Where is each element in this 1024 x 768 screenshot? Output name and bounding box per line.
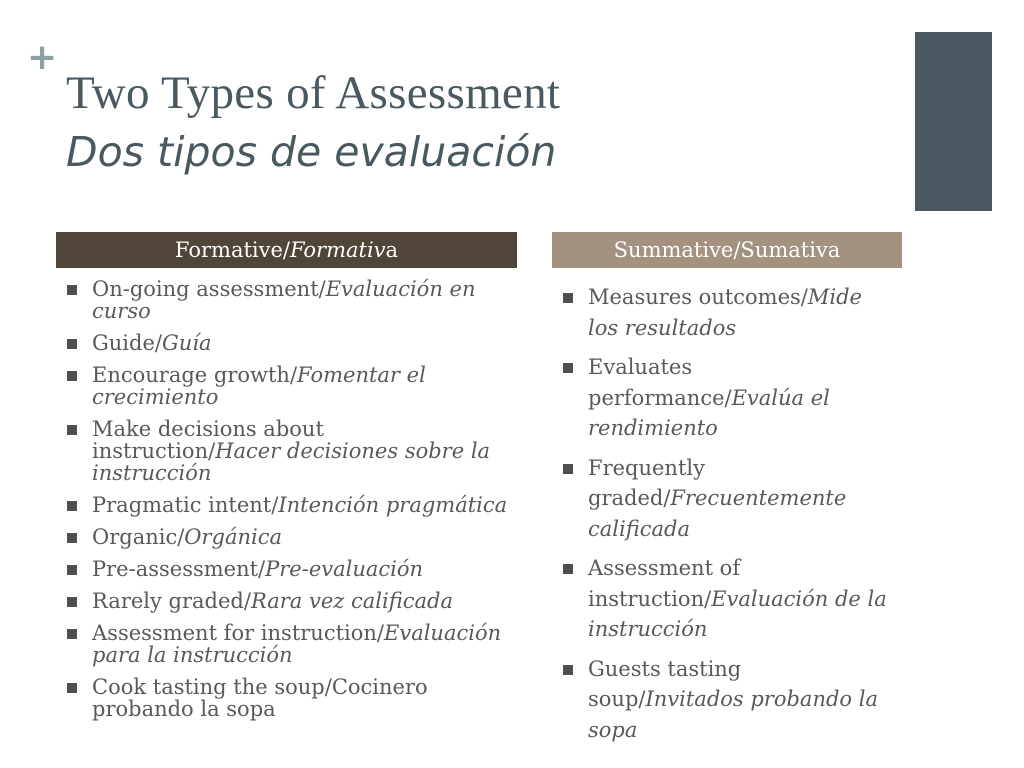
formative-header [56,232,517,268]
formative-header-tail: a [385,238,399,262]
square-bullet-icon [67,425,77,435]
item-es: Evaluación en curso [92,277,476,323]
formative-header-en: Formative/ [174,238,290,262]
item-es: Frecuentemente calificada [588,486,847,541]
item-en: Assessment of instruction/ [588,556,741,611]
square-bullet-icon [563,363,573,373]
item-en: Evaluates performance/ [588,355,732,410]
item-es: Guía [161,331,212,355]
item-es: Intención pragmática [278,493,508,517]
list-item [66,278,516,322]
list-item [562,282,892,343]
item-en: Rarely graded/ [92,589,251,613]
list-item [66,526,516,548]
item-es: Evalúa el rendimiento [588,385,830,440]
item-en: Cook tasting the soup/Cocinero probando la sopa [92,675,428,721]
item-en: Encourage growth/ [92,363,298,387]
item-es: Fomentar el crecimiento [92,363,426,409]
item-en: Guide/ [92,331,162,355]
square-bullet-icon [67,629,77,639]
list-item [66,494,516,516]
square-bullet-icon [563,665,573,675]
summative-list [562,282,892,754]
square-bullet-icon [563,464,573,474]
item-es: Evaluación de la instrucción [588,586,887,641]
item-en: Guests tasting soup/ [588,656,742,711]
item-en: Measures outcomes/ [588,285,808,309]
list-item [66,364,516,408]
item-en: Pragmatic intent/ [92,493,279,517]
formative-header-es: Formativ [289,238,386,262]
item-es: Hacer decisiones sobre la instrucción [92,439,491,485]
title-spanish: Dos tipos de evaluación [66,128,557,176]
square-bullet-icon [67,285,77,295]
list-item [562,352,892,444]
plus-icon: + [27,37,58,78]
summative-header: Summative/Sumativa [552,232,902,268]
square-bullet-icon [67,597,77,607]
item-es: Evaluación para la instrucción [92,621,502,667]
list-item [562,654,892,746]
item-en: On-going assessment/ [92,277,326,301]
list-item [66,558,516,580]
title-english: Two Types of Assessment [66,67,561,119]
square-bullet-icon [67,683,77,693]
item-en: Organic/ [92,525,185,549]
list-item [66,332,516,354]
square-bullet-icon [563,293,573,303]
list-item [66,676,516,720]
square-bullet-icon [67,533,77,543]
slide-title [66,64,560,182]
accent-block [915,32,992,211]
item-es: Rara vez calificada [250,589,453,613]
item-en: Assessment for instruction/ [92,621,384,645]
item-en: Pre-assessment/ [92,557,266,581]
list-item [66,590,516,612]
list-item [562,453,892,545]
item-en: Frequently graded/ [588,455,705,510]
square-bullet-icon [67,565,77,575]
item-en: Make decisions about instruction/ [92,417,324,463]
item-es: Pre-evaluación [265,557,424,581]
item-es: Invitados probando la sopa [588,687,878,742]
list-item [66,622,516,666]
list-item [66,418,516,484]
item-es: Orgánica [184,525,283,549]
formative-list [66,278,516,730]
square-bullet-icon [67,371,77,381]
square-bullet-icon [67,339,77,349]
square-bullet-icon [67,501,77,511]
square-bullet-icon [563,564,573,574]
list-item [562,553,892,645]
item-es: Mide los resultados [588,285,862,340]
